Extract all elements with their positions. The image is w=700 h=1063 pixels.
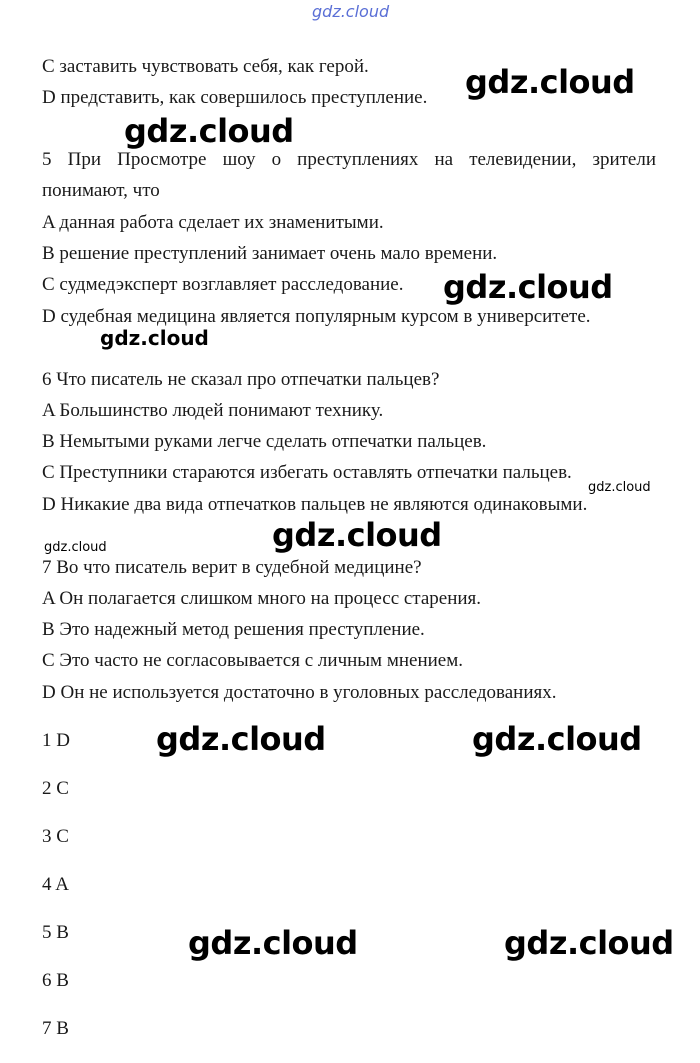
answer-item: 3 C (42, 826, 69, 847)
answer-item: 4 A (42, 874, 69, 895)
question5-option-c: C судмедэксперт возглавляет расследование. (42, 274, 404, 295)
watermark: gdz.cloud (100, 326, 209, 350)
watermark: gdz.cloud (44, 540, 107, 555)
question7-option-d: D Он не используется достаточно в уголовных расследованиях. (42, 682, 557, 703)
question6-option-d: D Никакие два вида отпечатков пальцев не являются одинаковыми. (42, 494, 588, 515)
watermark: gdz.cloud (465, 63, 635, 101)
question7-stem: 7 Во что писатель верит в судебной медицине? (42, 557, 422, 578)
question5-stem-line1: 5 При Просмотре шоу о преступлениях на телевидении, зрители (42, 149, 656, 170)
question5-stem-line2: понимают, что (42, 180, 160, 201)
watermark: gdz.cloud (504, 924, 674, 962)
watermark: gdz.cloud (472, 720, 642, 758)
answer-item: 7 B (42, 1018, 69, 1039)
question6-option-a: A Большинство людей понимают технику. (42, 400, 384, 421)
question6-option-b: B Немытыми руками легче сделать отпечатки пальцев. (42, 431, 487, 452)
question7-option-a: A Он полагается слишком много на процесс старения. (42, 588, 482, 609)
question5-option-b: B решение преступлений занимает очень мало времени. (42, 243, 498, 264)
question4-option-d: D представить, как совершилось преступление. (42, 87, 428, 108)
watermark: gdz.cloud (443, 268, 613, 306)
watermark: gdz.cloud (272, 516, 442, 554)
answer-item: 2 C (42, 778, 69, 799)
question7-option-b: B Это надежный метод решения преступление. (42, 619, 425, 640)
watermark: gdz.cloud (588, 480, 651, 495)
answer-item: 5 B (42, 922, 69, 943)
watermark: gdz.cloud (188, 924, 358, 962)
watermark: gdz.cloud (124, 112, 294, 150)
question6-option-c: C Преступники стараются избегать оставлять отпечатки пальцев. (42, 462, 572, 483)
watermark: gdz.cloud (156, 720, 326, 758)
question5-option-a: A данная работа сделает их знаменитыми. (42, 212, 384, 233)
answer-item: 6 B (42, 970, 69, 991)
question6-stem: 6 Что писатель не сказал про отпечатки пальцев? (42, 369, 440, 390)
answer-item: 1 D (42, 730, 70, 751)
question4-option-c: C заставить чувствовать себя, как герой. (42, 56, 369, 77)
header-watermark: gdz.cloud (312, 2, 390, 21)
question7-option-c: C Это часто не согласовывается с личным мнением. (42, 650, 463, 671)
question5-option-d: D судебная медицина является популярным курсом в университете. (42, 306, 591, 327)
